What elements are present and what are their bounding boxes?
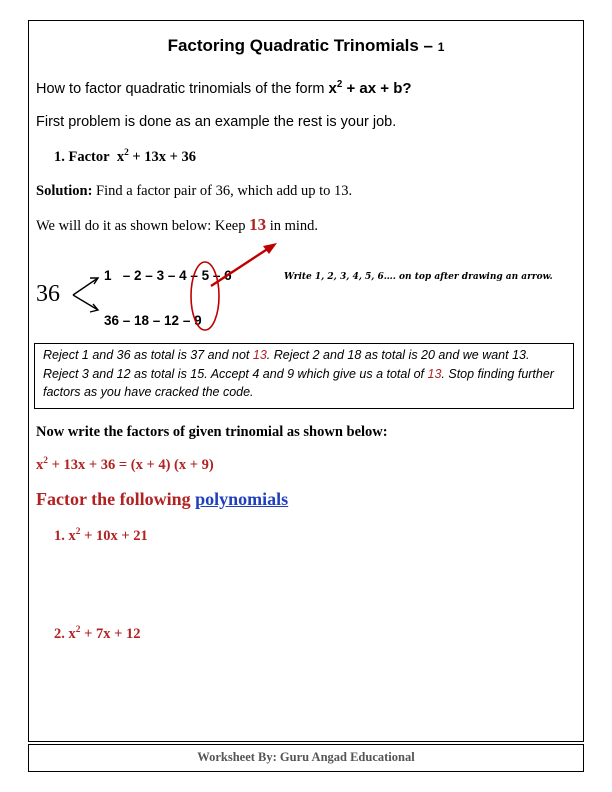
keep-line: We will do it as shown below: Keep 13 in mind. [36, 215, 319, 234]
explanation-line-2: Reject 3 and 12 as total is 15. Accept 4 and 9 which give us a total of 13. Stop finding further [43, 366, 554, 381]
solution-line [36, 183, 352, 200]
solution-label: Solution: [36, 183, 93, 199]
answer-line: $x^2 + 13x + 36 = (x + 4) (x + 9)$ [36, 456, 214, 473]
intro-line-2: First problem is done as an example the rest is your job. [36, 114, 397, 130]
example-label: 1. Factor [54, 149, 110, 165]
factor-bottom-row: 36 – 18 – 12 – 9 [104, 313, 202, 328]
intro-question [36, 80, 412, 97]
problem-2: 2. $x^2 + 7x + 12$ [54, 625, 141, 642]
problem-1: 1. $x^2 + 10x + 21$ [54, 527, 148, 544]
now-write-line: Now write the factors of given trinomial as shown below: [36, 424, 388, 440]
arrow-head [263, 243, 277, 254]
intro-question-math: $x^2$ + ax + b? [328, 79, 412, 97]
explanation-box [34, 343, 574, 409]
section-heading: Factor the following polynomials [36, 489, 289, 509]
title-number: 1 [437, 40, 445, 54]
keep-number: 13 [249, 215, 267, 234]
polynomials-link[interactable]: polynomials [195, 489, 289, 509]
explanation-line-3: factors as you have cracked the code. [43, 385, 254, 399]
explanation-line-1: Reject 1 and 36 as total is 37 and not 13. Reject 2 and 18 as total is 20 and we want 13. [43, 348, 530, 362]
factor-top-row: 1 – 2 – 3 – 4 – 5 – 6 [104, 268, 232, 283]
diagram-note: Write 1, 2, 3, 4, 5, 6…. on top after drawing an arrow. [284, 272, 553, 282]
diagram-number: 36 [36, 281, 60, 307]
title-text: Factoring Quadratic Trinomials – [167, 36, 434, 55]
page-title [0, 36, 612, 56]
arrow-line [211, 248, 269, 286]
solution-text: Find a factor pair of 36, which add up to 13. [92, 183, 353, 199]
highlight-annotation [185, 240, 295, 340]
circle-marker [191, 262, 219, 330]
footer-credit: Worksheet By: Guru Angad Educational [28, 744, 584, 772]
example-problem: 1. Factor $x^2 + 13x + 36$ [54, 148, 197, 165]
intro-question-text: How to factor quadratic trinomials of the form [36, 81, 325, 97]
